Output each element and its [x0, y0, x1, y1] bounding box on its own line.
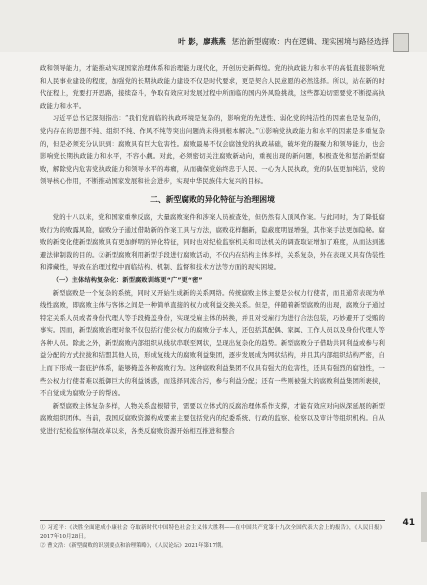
paragraph: 党的十八以来，党和国家重拳反腐，大量腐败案件和涉案人员被查处，但仍然有人顶风作案。与此同时，为了降低腐败行为的败露风险，腐败分子通过借助新的作案工具与方法，腐败花样翻新，隐蔽度明显增强，其作案手法更加隐秘。腐败的新变化使新型腐败具有更加鲜明的异化特征，同时也对纪检监察机关和司法机关的调查取证增加了难度，从而达到逃避法律制裁的目的。②新型腐败利用新型手段进行腐败活动，不仅内在结构主体多样，关系复杂，外在表现又具有伪装性和滞藏性，导致在治理过程中面临结构、机制、监督和技术方法等方面的现实困境。 — [40, 213, 385, 272]
subsection-heading: （一）主体结构复杂化：新型腐败训练更“广”更“密” — [52, 276, 203, 284]
subsection-paragraph — [40, 275, 385, 288]
running-header — [178, 37, 389, 46]
paragraph: 政和领导能力，才能推动实现国家治理体系和治理能力现代化，开创历史新辉煌。党的执政能力和水平的高低直接影响党和人民事业建设的程度，加强党的长期执政能力建设不仅是时代要求，更是契合人民意愿的必然选择。所以，站在新的时代征程上，党要打开思路，接续奋斗，争取有效应对发展过程中所面临的国内外风险挑战，这些都迫切需要党不断提高执政能力和水平。 — [40, 65, 385, 110]
footnote: ① 习近平：《决胜全面建成小康社会 夺取新时代中国特色社会主义伟大胜利——在中国共产党第十九次全国代表大会上的报告》，《人民日报》2017年10月28日。 — [40, 525, 385, 540]
side-tab — [421, 492, 427, 542]
paragraph: 新型腐败是一个复杂的系统，同时又开始生成新的关系网络。传统腐败主体主要是公权力行使者，而且通常表现为单线性腐败，即腐败主体与客体之间是一种简单直接的权力或利益交换关系。但是，伴随着新型腐败的出现，腐败分子通过特定关系人员或者身份代理人等手段掩盖身份，实现受雇主体的转换，并且对受雇行为进行合法包装，巧妙避开了受贿的事实。因而，新型腐败治理对象不仅包括行使公权力的腐败分子本人，还包括其配偶、家属、工作人员以及身份代理人等各种人员。除此之外，新型腐败内部组织从线状串联至网状，呈现出复杂化的趋势。新型腐败分子借助共同利益或参与利益分配的方式拉拢和结盟其他人员，形成复线大的腐败利益集团，逐步发展成为网状结构，并且其内部组织结构严密，自上而下形成一套庇护体系，能够掩盖各种腐败行为。这种腐败利益集团不仅具有强大的危害性，还具有强烈的腐蚀性，一些公权力行使者难以抵御巨大的利益诱惑，而选择同流合污，参与利益分配；还有一些则被强大的腐败利益集团所裹挟，不自觉成为腐败分子的帮凶。 — [40, 289, 385, 398]
paragraph: 习近平总书记深刻指出：“我们党面临的执政环境是复杂的，影响党的先进性、弱化党的纯洁性的因素也是复杂的，党内存在的思想不纯、组织不纯、作风不纯等突出问题尚未得到根本解决。”①影响党执政能力和水平的因素是多重复杂的，但是必须充分认识到：腐败具有巨大危害性。腐败最易不仅会腐蚀党的执政基础，破坏党的凝聚力和领导能力，也会影响党长期执政能力和水平，不容小觑。对此，必须密切关注腐败新动向，重视出现的新问题，积极查处和惩治新型腐败，解除党内危害党执政能力和领导水平的毒瘤，从而确保党始终忠于人民、一心为人民执政，党的队伍更加纯洁，党的领导核心作用，不断推动国家发展和社会进步，实现中华民族伟大复兴的目标。 — [40, 115, 385, 186]
page-number: 41 — [402, 518, 415, 528]
header-authors: 叶 影，廖燕燕 — [178, 37, 226, 46]
section-heading: 二、新型腐败的异化特征与治理困境 — [150, 194, 275, 204]
paragraph: 新型腐败主体复杂多样，人物关系盘根错节，需要以立体式的反腐治理体系作支撑，才能有效应对向纵深延展的新型腐败组织团体。当前，我国反腐败资源构成要素主要包括党内的纪委系统、行政的监察、检察以及审计等组织机构。自从党进行纪检监察体制改革以来，各类反腐败资源开始相互推进和整合 — [40, 402, 385, 436]
footnote: ② 曹文浩：《新型腐败的识别要点和治理策略》，《人民论坛》2021年第17期。 — [40, 542, 227, 549]
header-title: 惩治新型腐败：内在逻辑、现实困境与路径选择 — [231, 37, 389, 46]
header-mark-box — [393, 33, 409, 52]
footnotes — [40, 520, 385, 550]
article-body — [40, 63, 385, 439]
